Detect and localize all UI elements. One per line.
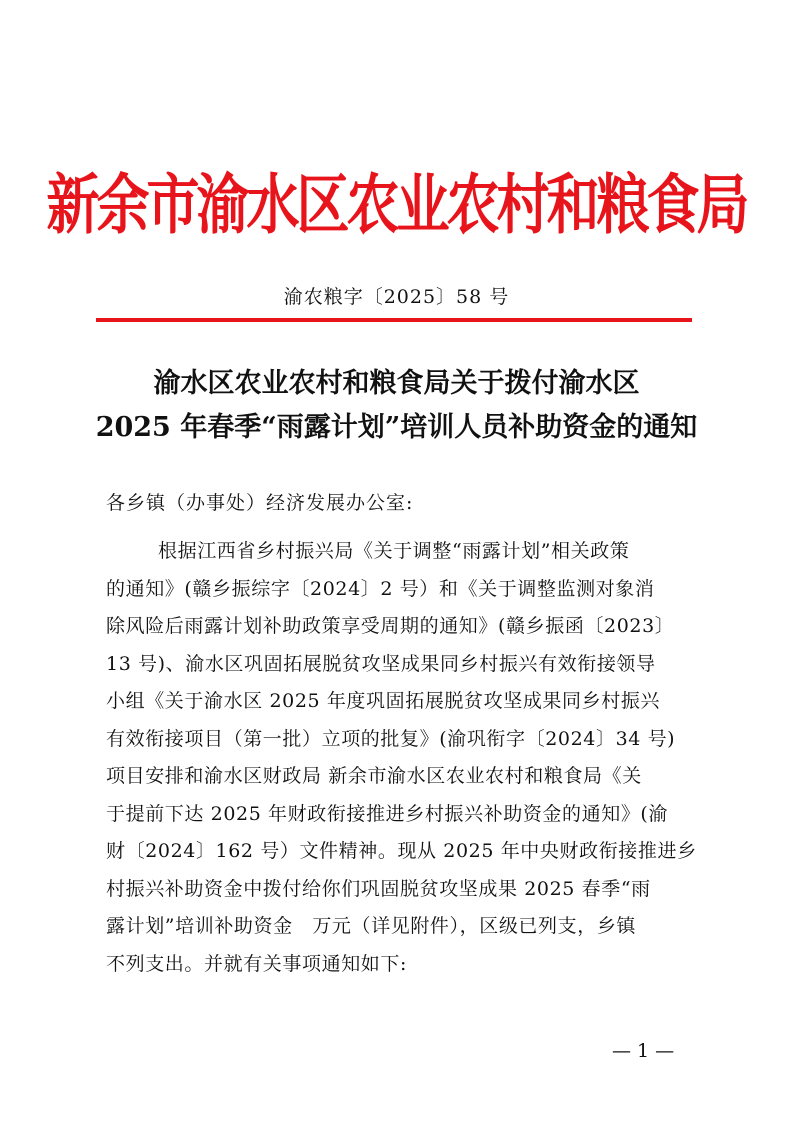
- body-line: 小组《关于渝水区 2025 年度巩固拓展脱贫攻坚成果同乡村振兴: [106, 690, 661, 712]
- salutation: 各乡镇（办事处）经济发展办公室:: [106, 492, 414, 514]
- body-line: 有效衔接项目（第一批）立项的批复》(渝巩衔字〔2024〕34 号): [106, 727, 676, 750]
- body-line: 根据江西省乡村振兴局《关于调整“雨露计划”相关政策: [158, 540, 630, 562]
- body-line: 不列支出。并就有关事项通知如下:: [106, 952, 408, 975]
- title-line-2: 2025 年春季“雨露计划”培训人员补助资金的通知: [95, 412, 698, 443]
- agency-header: 新余市渝水区农业农村和粮食局: [46, 167, 747, 243]
- page-number: — 1 —: [612, 1040, 675, 1062]
- body-line: 除风险后雨露计划补助政策享受周期的通知》(赣乡振函〔2023〕: [106, 615, 675, 637]
- document-number: 渝农粮字〔2025〕58 号: [283, 286, 510, 308]
- red-divider-line: [96, 318, 692, 322]
- title-line-1: 渝水区农业农村和粮食局关于拨付渝水区: [153, 368, 640, 399]
- document-title: [0, 362, 793, 450]
- body-text: [106, 533, 696, 983]
- body-line: 项目安排和渝水区财政局 新余市渝水区农业农村和粮食局《关: [106, 765, 642, 787]
- body-line: 财〔2024〕162 号）文件精神。现从 2025 年中央财政衔接推进乡: [106, 840, 697, 862]
- body-line: 村振兴补助资金中拨付给你们巩固脱贫攻坚成果 2025 春季“雨: [106, 877, 651, 900]
- body-line: 13 号)、渝水区巩固拓展脱贫攻坚成果同乡村振兴有效衔接领导: [106, 652, 656, 675]
- body-line: 的通知》(赣乡振综字〔2024〕2 号）和《关于调整监测对象消: [106, 577, 655, 600]
- body-line: 露计划”培训补助资金 万元（详见附件），区级已列支，乡镇: [106, 915, 637, 937]
- body-line: 于提前下达 2025 年财政衔接推进乡村振兴补助资金的通知》(渝: [106, 802, 669, 825]
